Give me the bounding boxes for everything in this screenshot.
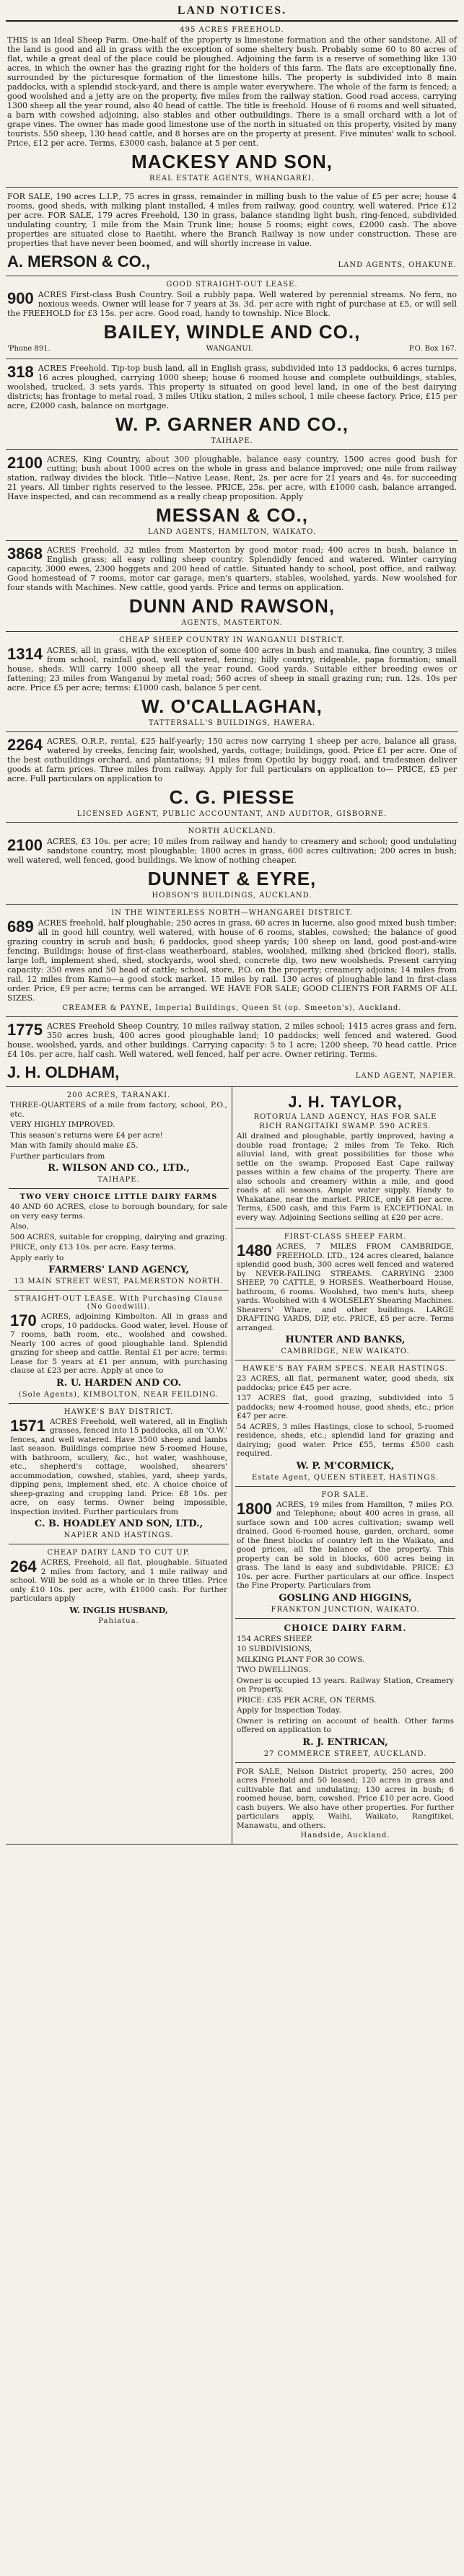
right-column <box>232 1087 458 1844</box>
ad-heading: 495 ACRES FREEHOLD. <box>180 26 284 34</box>
agent-address: HOBSON'S BUILDINGS, AUCKLAND. <box>152 892 312 900</box>
ad-line: 154 ACRES SHEEP. <box>237 1634 313 1643</box>
agent-name: R. U. HARDEN AND CO. <box>56 1377 182 1389</box>
agent-address: CAMBRIDGE, NEW WAIKATO. <box>281 1348 410 1355</box>
agent-name: Handside, Auckland. <box>300 1832 390 1839</box>
acreage-figure: 1480 <box>237 1241 272 1260</box>
agent-address: 13 MAIN STREET WEST, PALMERSTON NORTH. <box>14 1278 224 1285</box>
agent-name: R. WILSON AND CO., LTD., <box>48 1163 190 1174</box>
left-column <box>6 1087 232 1844</box>
ad-bailey-windle <box>6 276 458 359</box>
ad-line: 500 ACRES, suitable for cropping, dairying and grazing. <box>10 1232 227 1241</box>
ad-messan <box>6 450 458 541</box>
ad-heading: IN THE WINTERLESS NORTH—WHANGAREI DISTRICT. <box>111 909 353 917</box>
ad-inglis-husband <box>9 1544 229 1630</box>
ad-body <box>7 646 457 693</box>
ad-heading: TWO VERY CHOICE LITTLE DAIRY FARMS <box>19 1193 218 1201</box>
acreage-figure: 1571 <box>10 1416 45 1435</box>
ad-piesse <box>6 732 458 823</box>
ad-line: PRICE, only £13 10s. per acre. Easy terms. <box>10 1243 177 1252</box>
ad-text: ACRES, Freehold, all flat, ploughable. Situated 2 miles from factory, and 1 mile railway and school. Will be sold as a whole or in three titles. Price only £10 10s. per acre, with £1000 cash. For further particulars apply <box>10 1558 227 1603</box>
agent-name: MACKESY AND SON, <box>131 151 333 172</box>
agent-name: FARMERS' LAND AGENCY, <box>48 1265 189 1275</box>
ad-text: ACRES, King Country, about 300 ploughable, balance easy country, 1500 acres good bush for cutting; bush about 1000 acres on the whole in grass and balance improved; one mile from railway station, railway divides the block. Title—Native Lease, Rent, 2s. per acre for 21 years and 4s. for succeeding 21 years. All timber rights reserved to the lessee. PRICE, 25s. per acre, with £1000 cash, balance arranged. Have inspected, and can recommend as a really cheap proposition. Apply <box>7 454 457 501</box>
ad-line: THREE-QUARTERS of a mile from factory, school, P.O., etc. <box>10 1101 227 1119</box>
ad-text: ACRES Freehold, well watered, all in English grasses, fenced into 15 paddocks, all on 'O.W.' fences, and well watered. Have 3500 sheep and lambs last season. Buildings comprise new 5-roomed House, with bathroom, scullery, &c., hot water, washhouse, etc., shepherd's cottage, woolshed, shearers' accommodation, cowshed, stables, yard, sheep yards, dipping pens, implement shed, etc. A choice choice of sheep-grazing and cropping land. Price: £8 10s. per acre, on easy terms. Owner being impossible, inspection invited. Further particulars from <box>10 1417 227 1516</box>
agent-address: ROTORUA LAND AGENCY, HAS FOR SALE <box>253 1113 437 1121</box>
ad-text: ACRES Freehold Sheep Country, 10 miles railway station, 2 miles school; 1415 acres grass and fern, 350 acres bush, 400 acres good ploughable land; 10 paddocks; well fenced and watered. Good house, woolshed, yards, and other buildings. Carrying capacity: 5 to 1 acre; 1200 sheep, 70 head cattle. Price £4 10s. per acre, half cash. Well watered, well fenced, half per acre. Owner retiring. Terms. <box>7 1021 457 1059</box>
ad-line: Further particulars from <box>10 1151 105 1161</box>
ad-body <box>7 837 457 865</box>
ad-text: ACRES, O.R.P., rental, £25 half-yearly; 150 acres now carrying 1 sheep per acre, balance all grass, watered by creeks, fencing fair, woolshed, yards, cottage; buildings, good. Price £1 per acre. One of the best outbuildings orchard, and plantations; 91 miles from Opotiki by buggy road, and tradesmen deliver goods at farm prices. Three miles from railway. Apply for full particulars on application to— PRICE, £5 per acre. Full particulars on application to <box>7 737 457 783</box>
ad-heading: FOR SALE. <box>321 1490 369 1499</box>
agent-name: DUNN AND RAWSON, <box>128 595 336 617</box>
agent-address: (Sole Agents), KIMBOLTON, NEAR FEILDING. <box>18 1390 219 1399</box>
ad-harden <box>9 1291 229 1404</box>
acreage-figure: 1800 <box>237 1499 272 1518</box>
ad-wilson <box>9 1087 229 1189</box>
ad-nelson-property <box>235 1763 455 1845</box>
acreage-figure: 1314 <box>7 645 43 663</box>
agent-address: Pahiatua. <box>98 1617 139 1625</box>
ad-body <box>10 1417 227 1517</box>
agent-name: DUNNET & EYRE, <box>147 868 317 889</box>
acreage-figure: 2100 <box>7 836 43 854</box>
ad-heading: RICH RANGITAIKI SWAMP. 590 ACRES. <box>259 1122 432 1130</box>
agent-name: W. O'CALLAGHAN, <box>141 695 323 717</box>
agent-name: C. B. HOADLEY AND SON, LTD., <box>34 1518 203 1529</box>
acreage-figure: 689 <box>7 918 34 936</box>
ad-entrican <box>235 1619 455 1763</box>
ad-line: TWO DWELLINGS. <box>237 1666 311 1674</box>
ad-heading: CHEAP DAIRY LAND TO CUT UP. <box>47 1549 191 1557</box>
acreage-figure: 1775 <box>7 1021 43 1039</box>
ad-body <box>7 364 457 410</box>
ad-body <box>237 1500 454 1591</box>
agent-name: BAILEY, WINDLE AND CO., <box>103 321 361 343</box>
agent-address: NAPIER AND HASTINGS. <box>64 1531 174 1539</box>
ad-body <box>7 737 457 783</box>
ad-heading: CHOICE DAIRY FARM. <box>284 1622 407 1633</box>
ad-body: FOR SALE, 190 acres L.I.P., 75 acres in grass, remainder in milling bush to the value of £5 per acre; house 4 rooms, good sheds, with milking plant installed, 4 miles from railway, good country, well watered. Price £12 per acre. FOR SALE, 179 acres Freehold, 130 in grass, balance standing light bush, ring-fenced, subdivided undulating country, 1 mile from the Main Trunk line; house 5 rooms; eight cows, £2000 cash. The above properties are situated close to Raetihi, where the Branch Railway is now under construction. These are properties that have never been boomed, and will shortly increase in value. <box>7 192 457 248</box>
ad-body <box>237 1242 454 1332</box>
ad-merson <box>6 188 458 276</box>
ad-line: Man with family should make £5. <box>10 1141 139 1150</box>
ad-heading: GOOD STRAIGHT-OUT LEASE. <box>166 281 298 289</box>
ad-line: VERY HIGHLY IMPROVED. <box>10 1120 115 1129</box>
ad-text: ACRES Freehold. Tip-top bush land, all in English grass, subdivided into 13 paddocks, 6 acres turnips, 16 acres ploughed, carrying 1000 sheep; house 6 roomed house and complete outbuildings, stables, woolshed, trucked, 3 sets yards. This property is situated on good level land, in one of the best dairying districts; has frontage to metal road, 3 miles Utiku station, 2 miles school, 1 mile cheese factory. Price, £15 per acre, £2000 cash, balance on mortgage. <box>7 364 457 410</box>
ad-text: ACRES, adjoining Kimbolton. All in grass and crops, 10 paddocks. Good water, level. House of 7 rooms, bath room, etc., woolshed and cowshed. Nearly 100 acres of good ploughable land. Splendid grazing for sheep and cattle. Rental £1 per acre; terms: Lease for 5 years at £1 per annum, with purchasing clause at £23 per acre. Apply at once to <box>10 1312 227 1375</box>
ad-line: Owner is retiring on account of health. Other farms offered on application to <box>237 1716 454 1734</box>
ad-line: 23 ACRES, all flat, permanent water, good sheds, six paddocks; price £45 per acre. <box>237 1374 454 1392</box>
ad-line: 40 AND 60 ACRES, close to borough boundary, for sale on very easy terms. <box>10 1203 227 1221</box>
agent-address: TAIHAPE. <box>211 437 253 445</box>
ad-body <box>7 1021 457 1059</box>
acreage-figure: 900 <box>7 289 34 307</box>
ad-heading: 200 ACRES, TARANAKI. <box>66 1091 171 1099</box>
agent-name: W. P. GARNER AND CO., <box>115 413 349 435</box>
ad-body <box>10 1558 227 1604</box>
ad-mccormick <box>235 1360 455 1487</box>
ad-body <box>7 918 457 1003</box>
ad-line: Apply early to <box>10 1253 64 1262</box>
ad-heading: FIRST-CLASS SHEEP FARM. <box>284 1233 407 1241</box>
agent-address: 27 COMMERCE STREET, AUCKLAND. <box>263 1749 427 1758</box>
ad-heading: NORTH AUCKLAND. <box>188 827 276 835</box>
acreage-figure: 2100 <box>7 454 43 472</box>
agent-name: HUNTER AND BANKS, <box>285 1335 406 1345</box>
ad-text: ACRES freehold, half ploughable; 250 acres in grass, 60 acres in lucerne, also good mixed bush timber; all in good hill country, well watered, with house of 6 rooms, stables, cowshed; the balance of good grazing country in scrub and bush; 6 paddocks, good sheep yards; 100 sheep on land, good post-and-wire fencing. Buildings: house of first-class weatherboard, stables, woolshed, milking shed (bricked floor), stalls, large loft, implement shed, shed, stockyards, wool shed, concrete dip, two new woolsheds. Present carrying capacity: 350 ewes and 50 head of cattle; school, store, P.O. on the property; creamery adjoins; 14 miles from rail, 12 miles from Kamo—a good stock market. 15 miles by rail. 130 acres of ploughable land in first-class order. Price, £9 per acre; terms can be arranged. WE HAVE FOR SALE; GOOD CLIENTS FOR FARMS OF ALL SIZES. <box>7 918 457 1003</box>
ad-body: All drained and ploughable, partly improved, having a double road frontage; 2 miles from Te Teko. Rich alluvial land, with great possibilities for those who settle on the swamp. Proposed East Cape railway passes within a few chains of the property. There are also schools and creamery within a mile, and good roads at all seasons. Ample water supply. Handy to Whakatane, near the market. PRICE, only £8 per acre. Terms, £500 cash, and this Farm is EXCEPTIONAL in every way. Adjoining Sections selling at £20 per acre. <box>237 1132 454 1222</box>
ad-line: 10 SUBDIVISIONS, <box>237 1645 312 1653</box>
ad-text: ACRES, all in grass, with the exception of some 400 acres in bush and manuka, fine country, 3 miles from school, rainfall good, well watered, fencing; hilly country, ridgeable, papa formation; small house, sheds. Will carry 1000 sheep all the year round. Good yards. Suitable either breeding ewes or fattening; 23 miles from Wanganui by metal road; 560 acres of sheep in small grazing run; run. 12s. 10s per acre. Price £5 per acre; terms: £1000 cash, balance 5 per cent. <box>7 646 457 693</box>
ad-heading: CHEAP SHEEP COUNTRY IN WANGANUI DISTRICT. <box>119 636 345 644</box>
ad-mackesy <box>6 22 458 188</box>
ad-line: 54 ACRES, 3 miles Hastings, close to school, 5-roomed residence, sheds, etc.; splendid land for grazing and dairying; good water. Price £55, terms £500 cash required. <box>237 1422 454 1458</box>
agent-address: TATTERSALL'S BUILDINGS, HAWERA. <box>148 719 316 727</box>
agent-box: P.O. Box 167. <box>408 345 457 353</box>
agent-address: LAND AGENTS, HAMILTON, WAIKATO. <box>147 528 317 536</box>
agent-name: MESSAN & CO., <box>156 504 308 526</box>
ad-hunter-banks <box>235 1228 455 1360</box>
ad-creamer-payne <box>6 905 458 1017</box>
agent-name: W. P. M'CORMICK, <box>296 1460 395 1472</box>
ad-gosling-higgins <box>235 1487 455 1619</box>
ad-line: Apply for Inspection Today. <box>237 1706 341 1715</box>
agent-address: REAL ESTATE AGENTS, WHANGAREI. <box>149 175 315 183</box>
agent-name: J. H. OLDHAM, <box>7 1063 120 1081</box>
ad-text: ACRES, £3 10s. per acre; 10 miles from railway and handy to creamery and school; good undulating sandstone country, most ploughable; 1800 acres in grass, 600 acres cultivation; 200 acres in bush; well watered, well fenced, good buildings. We know of nothing cheaper. <box>7 837 457 865</box>
agent-name: R. J. ENTRICAN, <box>302 1736 388 1748</box>
ad-body: THIS is an Ideal Sheep Farm. One-half of the property is limestone formation and the other sandstone. All of the land is good and all in grass with the exception of some sheltery bush. Probably some 60 to 80 acres of flat, while a great deal of the place could be ploughed. Adjoining the farm is a reserve of something like 130 acres, in which the owner has the grazing right for the holders of this farm. The flats are exceptionally fine, surrounded by the picturesque formation of the limestone hills. The property is subdivided into 8 main paddocks, with a splendid stock-yard, and there is ample water everywhere. The whole of the farm is fenced; a good woolshed and a jetty are on the property, five miles from the railway station. Good road access, carrying 1300 sheep all the year round, also 40 head of cattle. The title is freehold. House of 6 rooms and well situated, a barn with cowshed adjoining, also stables and other outbuildings. There is a small orchard with a lot of grape vines. The owner has made good limestone use of the north in situated on this property, visited by many tourists. 550 sheep, 130 head cattle, and 8 horses are on the property at present. Five minutes' walk to school. Price, £12 per acre. Terms, £3000 cash, balance at 5 per cent. <box>7 35 457 148</box>
ad-heading: HAWKE'S BAY DISTRICT. <box>64 1407 174 1416</box>
ad-farmers-land-agency <box>9 1189 229 1291</box>
agent-name: A. MERSON & CO., <box>7 252 151 271</box>
ad-heading: HAWKE'S BAY FARM SPECS. NEAR HASTINGS. <box>242 1365 448 1373</box>
ad-line: Also, <box>10 1222 29 1231</box>
agent-name: J. H. TAYLOR, <box>288 1093 403 1111</box>
agent-address: LICENSED AGENT, PUBLIC ACCOUNTANT, AND AUDITOR, GISBORNE. <box>76 810 388 818</box>
ad-body <box>10 1312 227 1376</box>
agent-address: AGENTS, MASTERTON. <box>181 619 283 627</box>
ad-line: Owner is occupied 13 years. Railway Station, Creamery on Property. <box>237 1676 454 1694</box>
acreage-figure: 264 <box>10 1557 37 1575</box>
ad-body: FOR SALE, Nelson District property, 250 acres, 200 acres Freehold and 50 leased; 120 acres in grass and cultivable flat and undulating; 130 acres in bush; 6 roomed house, barn, cowshed. Price £10 per acre. Good cash buyers. We also have other properties. For further particulars apply, Waihi, Waikato, Rangitikei, Manawatu, and others. <box>237 1767 454 1830</box>
acreage-figure: 170 <box>10 1311 37 1329</box>
ad-line: MILKING PLANT FOR 30 COWS. <box>237 1655 365 1664</box>
agent-town: WANGANUI. <box>206 345 253 353</box>
two-column-section <box>6 1087 458 1845</box>
page-title: LAND NOTICES. <box>6 3 458 22</box>
ad-ocallaghan <box>6 632 458 732</box>
agent-phone: 'Phone 891. <box>7 345 51 353</box>
ad-line: PRICE: £35 PER ACRE, ON TERMS. <box>237 1695 377 1705</box>
ad-body <box>7 454 457 501</box>
ad-dunnet-eyre <box>6 823 458 905</box>
acreage-figure: 2264 <box>7 736 43 754</box>
agent-name: C. G. PIESSE <box>169 786 295 808</box>
ad-oldham <box>6 1017 458 1087</box>
agent-address: LAND AGENTS, OHAKUNE. <box>338 261 457 269</box>
ad-text: ACRES First-class Bush Country. Soil a rubbly papa. Well watered by perennial streams. No fern, no noxious weeds. Owner will lease for 7 years at 3s. 3d. per acre with right of purchase at £5, or will sell the FREEHOLD for £3 15s. per acre. Good road, handy to township. Nice Block. <box>7 290 457 318</box>
ad-garner <box>6 359 458 450</box>
agent-name: W. INGLIS HUSBAND, <box>69 1605 168 1615</box>
ad-line: 137 ACRES flat, good grazing, subdivided into 5 paddocks; new 4-roomed house, good sheds, etc.; price £47 per acre. <box>237 1394 454 1420</box>
ad-text: ACRES, 7 MILES FROM CAMBRIDGE, FREEHOLD. LTD., 124 acres cleared, balance splendid good bush, 300 acres well fenced and watered by NEVER-FAILING STREAMS. CARRYING 2300 SHEEP, 70 CATTLE, 9 HORSES. Weatherboard House, bathroom, 6 rooms. Woolshed, two men's huts, sheep yards. Woolshed with 4 WOLSELEY Shearing Machines. Shearers' Whare, and other buildings. LARGE DRAFTING YARDS, DIP, etc. PRICE, £5 per acre. Terms arranged. <box>237 1242 454 1332</box>
ad-taylor <box>235 1087 455 1228</box>
ad-body <box>7 290 457 318</box>
ad-text: ACRES, 19 miles from Hamilton, 7 miles P.O. and Telephone; about 400 acres in grass, all surface sown and 100 acres cultivation; swamp well drained. Good 6-roomed house, garden, orchard, some of the finest blocks of country left in the Waikato, and good prices, all the balance of the property. This property can be sold in blocks, 600 acres being in grass. The land is easy and subdividable. PRICE: £3 10s. per acre. Further particulars at our office. Inspect the Fine Property. Particulars from <box>237 1500 454 1590</box>
acreage-figure: 3868 <box>7 545 43 563</box>
agent-name: CREAMER & PAYNE, Imperial Buildings, Queen St (op. Smeeton's), Auckland. <box>62 1004 402 1012</box>
ad-heading: STRAIGHT-OUT LEASE. With Purchasing Clause (No Goodwill). <box>14 1295 224 1311</box>
agent-address: FRANKTON JUNCTION, WAIKATO. <box>271 1605 420 1614</box>
acreage-figure: 318 <box>7 363 34 381</box>
ad-text: ACRES Freehold, 32 miles from Masterton by good motor road; 400 acres in bush, balance in English grass; all easy rolling sheep country. Splendidly fenced and watered. Winter carrying capacity, 3000 ewes, 2300 hoggets and 200 head of cattle. Situated handy to school, post office, and railway. Good homestead of 7 rooms, motor car garage, men's quarters, stables, woolshed, yards. New woolshed for four stands with Machines. New cattle, good yards. Price and terms on application. <box>7 545 457 592</box>
agent-address: TAIHAPE. <box>97 1176 140 1184</box>
ad-line: This season's returns were £4 per acre! <box>10 1130 163 1140</box>
ad-dunn-rawson <box>6 541 458 632</box>
ad-hoadley <box>9 1404 229 1545</box>
agent-address: LAND AGENT, NAPIER. <box>355 1072 457 1080</box>
agent-name: GOSLING AND HIGGINS, <box>279 1592 412 1604</box>
agent-address: Estate Agent, QUEEN STREET, HASTINGS. <box>251 1473 439 1482</box>
ad-body <box>7 545 457 592</box>
